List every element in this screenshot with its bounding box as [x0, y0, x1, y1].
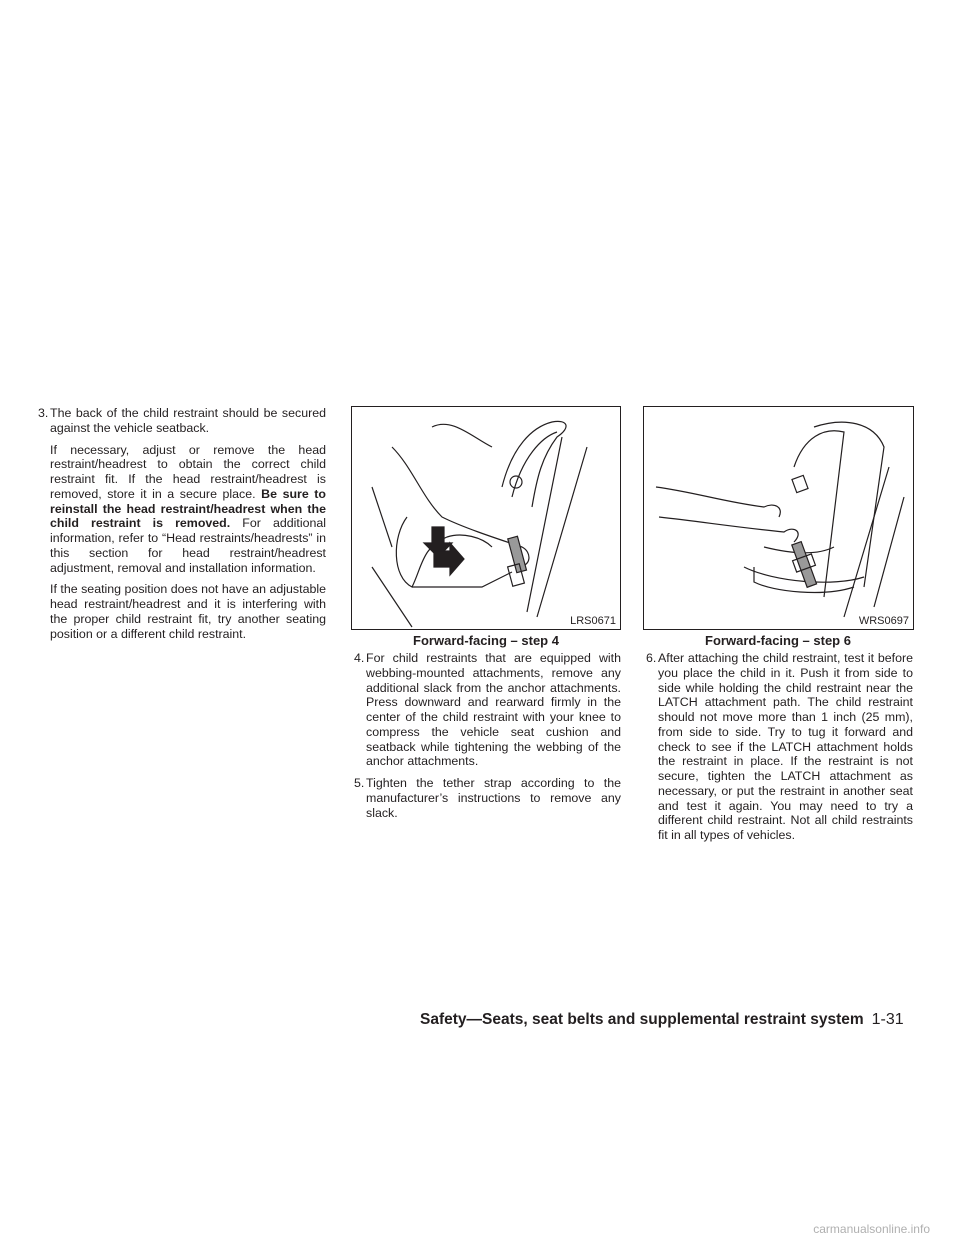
figure-id: WRS0697 — [858, 615, 909, 627]
step-6 — [646, 651, 913, 843]
text: If necessary, adjust or remove the head restraint/headrest to obtain the correct child restraint fit. If the head restraint/headrest is removed, store it in a secure place. — [50, 442, 326, 501]
figure-id: LRS0671 — [570, 615, 616, 627]
step-3-paragraph-2: If the seating position does not have an adjustable head restraint/headrest and it is interfering with the proper child restraint fit, try another seating position or a different child restraint. — [50, 582, 326, 641]
step-3-paragraph-1 — [50, 443, 326, 576]
column-3 — [646, 651, 913, 850]
page-footer — [420, 1011, 904, 1029]
figure-caption: Forward-facing – step 4 — [413, 633, 559, 648]
child-seat-knee-press-illustration — [352, 407, 620, 629]
step-4 — [354, 651, 621, 769]
step-number: 3. — [38, 406, 49, 420]
figure-caption: Forward-facing – step 6 — [705, 633, 851, 648]
column-1 — [38, 406, 326, 648]
step-5 — [354, 776, 621, 820]
step-number: 6. — [646, 651, 657, 665]
column-2 — [354, 651, 621, 827]
step-number: 4. — [354, 651, 365, 665]
step-text: The back of the child restraint should be secured against the vehicle seatback. — [50, 406, 326, 435]
page-number: 1-31 — [871, 1011, 904, 1028]
step-number: 5. — [354, 776, 365, 790]
step-text: After attaching the child restraint, test it before you place the child in it. Push it from side to side while holding the child restraint near the LATCH attachment path. The child restraint should not move more than 1 inch (25 mm), from side to side. Try to tug it forward and check to see if the LATCH attachment holds the restraint in place. If the restraint is not secure, tighten the LATCH attachment as necessary, or put the restraint in another seat and test it again. You may need to try a different child restraint. Not all child restraints fit in all types of vehicles. — [658, 651, 913, 842]
step-text: For child restraints that are equipped with webbing-mounted attachments, remove any additional slack from the anchor attachments. Press downward and rearward firmly in the center of the child restraint with your knee to compress the vehicle seat cushion and seatback while tightening the webbing of the anchor attachments. — [366, 651, 621, 769]
step-3 — [38, 406, 326, 641]
watermark: carmanualsonline.info — [813, 1222, 930, 1236]
text: For additional information, refer to “Head restraints/headrests” in this section for head restraint/headrest adjustment, removal and installation information. — [50, 516, 326, 575]
figure-wrs0697 — [643, 406, 914, 630]
figure-lrs0671 — [351, 406, 621, 630]
step-text: Tighten the tether strap according to the manufacturer’s instructions to remove any slack. — [366, 776, 621, 820]
section-title: Safety—Seats, seat belts and supplemental restraint system — [420, 1011, 864, 1028]
child-seat-push-test-illustration — [644, 407, 913, 629]
warning-text: Be sure to reinstall the head restraint/headrest when the child restraint is removed. — [50, 486, 326, 531]
